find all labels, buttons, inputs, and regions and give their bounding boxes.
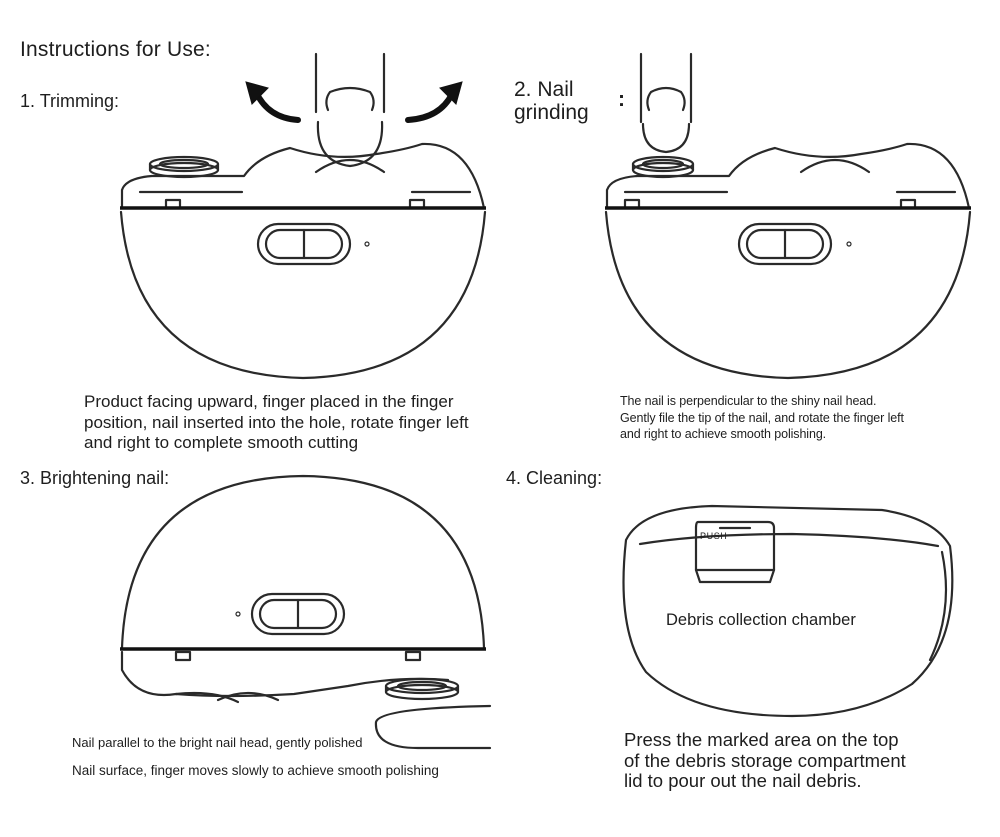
step-2-heading-line-2: grinding xyxy=(514,101,589,125)
step-1-heading: 1. Trimming: xyxy=(20,91,120,111)
step-4-line-2: of the debris storage compartment xyxy=(624,749,906,771)
step-2-line-2: Gently file the tip of the nail, and rotate the finger left xyxy=(620,410,904,425)
step-4-heading: 4. Cleaning: xyxy=(506,468,603,488)
step-4-description xyxy=(624,730,906,792)
page-title: Instructions for Use: xyxy=(20,38,211,61)
step-1-line-2: position, nail inserted into the hole, rotate finger left xyxy=(84,412,469,432)
brightening-device-illustration xyxy=(118,472,488,762)
step-1-line-3: and right to complete smooth cutting xyxy=(84,433,359,453)
step-2-heading-line-1: 2. Nail xyxy=(514,78,574,101)
step-4-line-3: lid to pour out the nail debris. xyxy=(624,770,862,792)
step-2-colon: : xyxy=(618,88,625,111)
step-2-line-1: The nail is perpendicular to the shiny nail head. xyxy=(620,394,877,408)
step-1-description xyxy=(84,392,469,454)
step-2-heading xyxy=(514,78,589,124)
step-2-line-3: and right to achieve smooth polishing. xyxy=(620,427,827,441)
step-3-line-1: Nail parallel to the bright nail head, gently polished xyxy=(72,735,363,750)
step-3-heading: 3. Brightening nail: xyxy=(20,468,170,488)
debris-chamber-callout: Debris collection chamber xyxy=(666,611,856,629)
step-2-description xyxy=(620,393,904,443)
step-4-line-1: Press the marked area on the top xyxy=(624,729,899,750)
step-1-line-1: Product facing upward, finger placed in the finger xyxy=(84,392,454,411)
trimming-device-illustration xyxy=(118,52,488,382)
grinding-device-illustration xyxy=(603,52,973,382)
step-3-line-2: Nail surface, finger moves slowly to achieve smooth polishing xyxy=(72,763,439,778)
cleaning-device-illustration xyxy=(612,500,964,720)
push-label: PUSH xyxy=(700,531,728,541)
